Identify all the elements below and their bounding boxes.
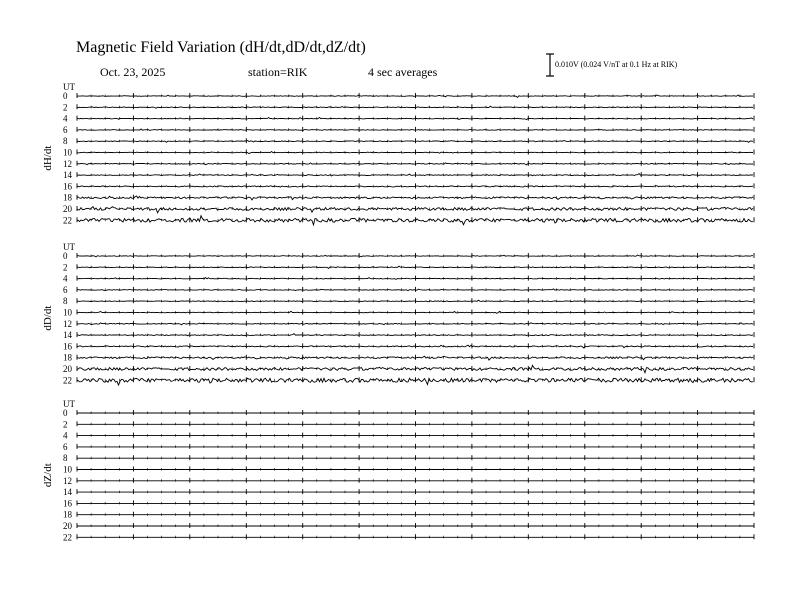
trace-line [77, 174, 753, 176]
averaging-label: 4 sec averages [368, 65, 438, 79]
ut-label: UT [63, 82, 75, 92]
row-hour-label: 2 [63, 419, 68, 430]
row-hour-label: 12 [63, 318, 72, 329]
row-hour-label: 6 [63, 441, 68, 452]
panel-dH-dt [42, 82, 754, 225]
trace-line [77, 278, 753, 280]
trace-line [77, 216, 753, 225]
row-hour-label: 22 [63, 375, 72, 386]
row-hour-label: 12 [63, 158, 72, 169]
row-hour-label: 0 [63, 408, 68, 418]
panel-ylabel: dZ/dt [42, 463, 54, 488]
trace-line [77, 266, 753, 268]
row-hour-label: 10 [63, 307, 72, 318]
trace-line [77, 323, 753, 325]
row-hour-label: 20 [63, 521, 72, 531]
row-hour-label: 0 [63, 251, 68, 261]
row-hour-label: 16 [63, 181, 72, 192]
panel-ylabel: dD/dt [42, 305, 54, 331]
chart-title: Magnetic Field Variation (dH/dt,dD/dt,dZ/dt) [76, 39, 366, 56]
trace-line [77, 117, 753, 119]
row-hour-label: 18 [63, 509, 72, 520]
row-hour-label: 20 [63, 204, 72, 214]
ut-label: UT [63, 242, 75, 252]
trace-line [77, 345, 753, 348]
scale-bar [546, 54, 554, 76]
trace-line [77, 186, 753, 187]
panel-dZ-dt [42, 399, 754, 542]
row-hour-label: 14 [63, 330, 72, 341]
row-hour-label: 8 [63, 453, 68, 464]
trace-line [77, 106, 753, 108]
scale-label: 0.010V (0.024 V/nT at 0.1 Hz at RIK) [555, 60, 678, 69]
row-hour-label: 0 [63, 91, 68, 101]
row-hour-label: 22 [63, 532, 72, 543]
trace-line [77, 141, 753, 143]
trace-line [77, 163, 753, 165]
trace-line [77, 255, 753, 257]
trace-line [77, 152, 753, 154]
row-hour-label: 8 [63, 136, 68, 147]
row-hour-label: 22 [63, 215, 72, 226]
trace-line [77, 300, 753, 302]
trace-line [77, 289, 753, 291]
row-hour-label: 10 [63, 464, 72, 475]
row-hour-label: 16 [63, 341, 72, 352]
ut-label: UT [63, 399, 75, 409]
row-hour-label: 2 [63, 262, 68, 273]
row-hour-label: 20 [63, 364, 72, 374]
row-hour-label: 6 [63, 124, 68, 135]
trace-line [77, 311, 753, 313]
row-hour-label: 8 [63, 296, 68, 307]
row-hour-label: 10 [63, 147, 72, 158]
row-hour-label: 4 [63, 113, 68, 124]
trace-line [77, 129, 753, 131]
date-label: Oct. 23, 2025 [100, 65, 166, 79]
trace-line [77, 378, 753, 385]
row-hour-label: 4 [63, 273, 68, 284]
trace-line [77, 365, 753, 372]
trace-line [77, 207, 753, 213]
row-hour-label: 14 [63, 487, 72, 498]
trace-line [77, 196, 753, 200]
panel-ylabel: dH/dt [42, 145, 54, 171]
panel-dD-dt [42, 242, 754, 385]
row-hour-label: 12 [63, 475, 72, 486]
trace-line [77, 334, 753, 336]
trace-line [77, 356, 753, 360]
row-hour-label: 18 [63, 192, 72, 203]
row-hour-label: 2 [63, 102, 68, 113]
row-hour-label: 16 [63, 498, 72, 509]
row-hour-label: 6 [63, 284, 68, 295]
row-hour-label: 4 [63, 430, 68, 441]
row-hour-label: 18 [63, 352, 72, 363]
trace-line [77, 95, 753, 97]
row-hour-label: 14 [63, 170, 72, 181]
station-label: station=RIK [248, 65, 308, 79]
